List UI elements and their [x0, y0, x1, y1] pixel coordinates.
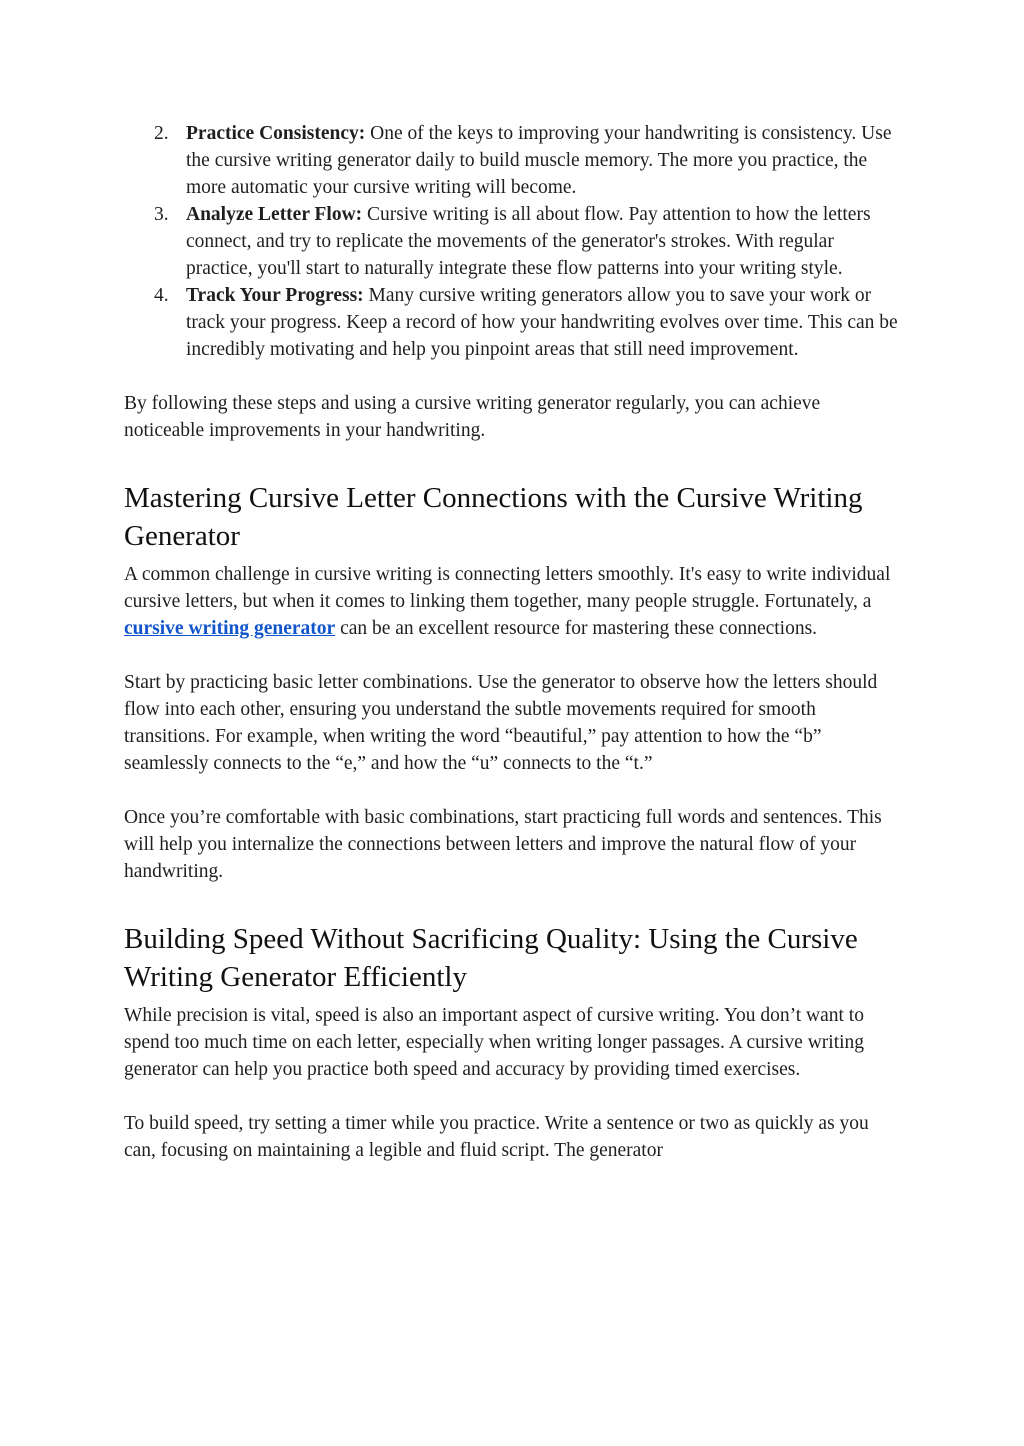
connections-paragraph-2: Start by practicing basic letter combinations. Use the generator to observe how the letters should flow into each other, ensuring you understand the subtle movements required for smooth transitions. For example, when writing the word “beautiful,” pay attention to how the “b” seamlessly connects to the “e,” and how the “u” connects to the “t.” [124, 672, 878, 774]
list-item-number: 3. [154, 204, 169, 225]
section-heading-connections: Mastering Cursive Letter Connections with the Cursive Writing Generator [124, 482, 863, 552]
list-item-term: Track Your Progress: [186, 285, 364, 306]
paragraph-text: can be an excellent resource for mastering these connections. [335, 618, 818, 639]
document-page [124, 120, 904, 1164]
list-item [124, 282, 904, 363]
summary-paragraph: By following these steps and using a cursive writing generator regularly, you can achieve noticeable improvements in your handwriting. [124, 393, 821, 441]
list-item [124, 201, 904, 282]
list-item-number: 4. [154, 285, 169, 306]
steps-list [124, 120, 904, 363]
speed-paragraph-2: To build speed, try setting a timer while you practice. Write a sentence or two as quickly as you can, focusing on maintaining a legible and fluid script. The generator [124, 1113, 869, 1161]
list-item [124, 120, 904, 201]
list-item-text: Cursive writing is all about flow. Pay attention to how the letters connect, and try to replicate the movements of the generator's strokes. With regular practice, you'll start to naturally integrate these flow patterns into your writing style. [186, 204, 871, 279]
speed-paragraph-1: While precision is vital, speed is also an important aspect of cursive writing. You don’t want to spend too much time on each letter, especially when writing longer passages. A cursive writing generator can help you practice both speed and accuracy by providing timed exercises. [124, 1005, 865, 1080]
cursive-writing-generator-link[interactable]: cursive writing generator [124, 618, 336, 639]
list-item-number: 2. [154, 123, 169, 144]
list-item-term: Analyze Letter Flow: [186, 204, 363, 225]
connections-paragraph-3: Once you’re comfortable with basic combinations, start practicing full words and sentences. This will help you internalize the connections between letters and improve the natural flow of your handwriting. [124, 807, 882, 882]
section-heading-speed: Building Speed Without Sacrificing Quality: Using the Cursive Writing Generator Efficiently [124, 923, 858, 993]
connections-paragraph-1 [124, 561, 904, 642]
list-item-term: Practice Consistency: [186, 123, 366, 144]
list-item-text: Many cursive writing generators allow you to save your work or track your progress. Keep a record of how your handwriting evolves over time. This can be incredibly motivating and help you pinpoint areas that still need improvement. [186, 285, 898, 360]
paragraph-text: A common challenge in cursive writing is connecting letters smoothly. It's easy to write individual cursive letters, but when it comes to linking them together, many people struggle. Fortunately, a [124, 564, 891, 612]
list-item-text: One of the keys to improving your handwriting is consistency. Use the cursive writing generator daily to build muscle memory. The more you practice, the more automatic your cursive writing will become. [186, 123, 892, 198]
